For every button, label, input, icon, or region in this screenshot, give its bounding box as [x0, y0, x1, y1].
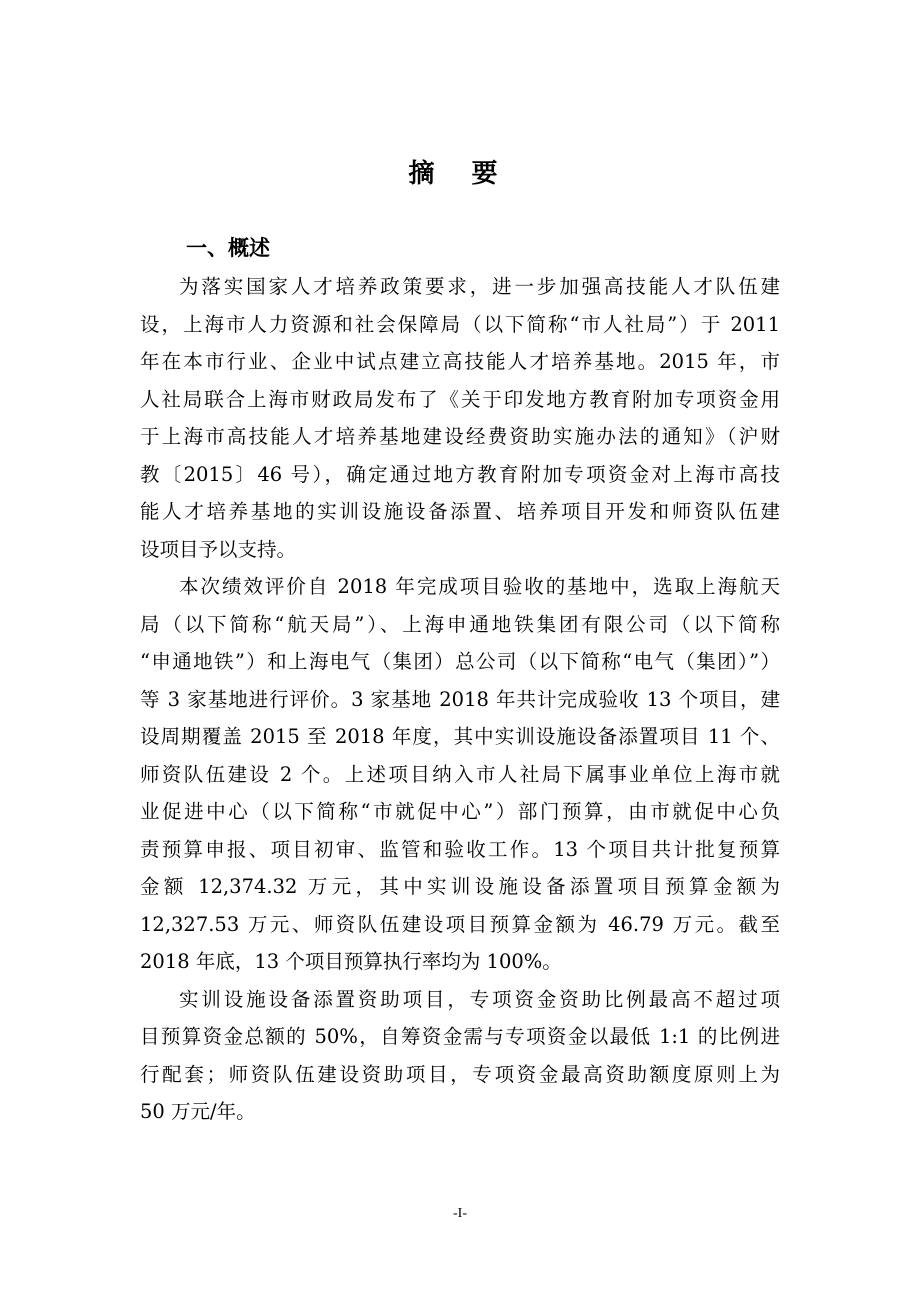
text-line: 师资队伍建设 2 个。上述项目纳入市人社局下属事业单位上海市就: [140, 762, 780, 786]
paragraph-1: [140, 268, 780, 568]
text-line: 行配套；师资队伍建设资助项目，专项资金最高资助额度原则上为: [140, 1062, 780, 1086]
text-line: 责预算申报、项目初审、监管和验收工作。13 个项目共计批复预算: [140, 837, 780, 861]
text-line: 实训设施设备添置资助项目，专项资金资助比例最高不超过项: [179, 987, 780, 1011]
section-heading-overview: 一、概述: [186, 236, 270, 260]
document-body: [140, 268, 780, 1131]
text-line: 能人才培养基地的实训设施设备添置、培养项目开发和师资队伍建: [140, 500, 780, 523]
text-line: 12,327.53 万元、师资队伍建设项目预算金额为 46.79 万元。截至: [140, 912, 780, 936]
text-line: 目预算资金总额的 50%，自筹资金需与专项资金以最低 1:1 的比例进: [140, 1025, 780, 1048]
text-line: 为落实国家人才培养政策要求，进一步加强高技能人才队伍建: [179, 275, 780, 298]
paragraph-2: [140, 568, 780, 981]
text-line: 于上海市高技能人才培养基地建设经费资助实施办法的通知》（沪财: [140, 425, 780, 448]
text-line: “申通地铁”）和上海电气（集团）总公司（以下简称“电气（集团）”）: [140, 650, 780, 673]
text-line: 50 万元/年。: [140, 1100, 256, 1123]
page-number: -I-: [453, 1206, 467, 1221]
text-line: 业促进中心（以下简称“市就促中心”）部门预算，由市就促中心负: [140, 800, 780, 823]
text-line: 教〔2015〕46 号），确定通过地方教育附加专项资金对上海市高技: [140, 462, 780, 486]
text-line: 设项目予以支持。: [140, 537, 297, 561]
text-line: 2018 年底，13 个项目预算执行率均为 100%。: [140, 950, 562, 973]
text-line: 本次绩效评价自 2018 年完成项目验收的基地中，选取上海航天: [179, 575, 780, 598]
text-line: 人社局联合上海市财政局发布了《关于印发地方教育附加专项资金用: [140, 387, 780, 411]
paragraph-3: [140, 981, 780, 1131]
page-title: 摘 要: [408, 159, 512, 189]
text-line: 局（以下简称“航天局”）、上海申通地铁集团有限公司（以下简称: [140, 612, 780, 636]
text-line: 等 3 家基地进行评价。3 家基地 2018 年共计完成验收 13 个项目，建: [140, 687, 780, 711]
text-line: 设周期覆盖 2015 至 2018 年度，其中实训设施设备添置项目 11 个、: [140, 725, 780, 748]
text-line: 年在本市行业、企业中试点建立高技能人才培养基地。2015 年，市: [140, 350, 780, 373]
text-line: 金额 12,374.32 万元，其中实训设施设备添置项目预算金额为: [140, 875, 780, 898]
text-line: 设，上海市人力资源和社会保障局（以下简称“市人社局”）于 2011: [140, 312, 780, 336]
